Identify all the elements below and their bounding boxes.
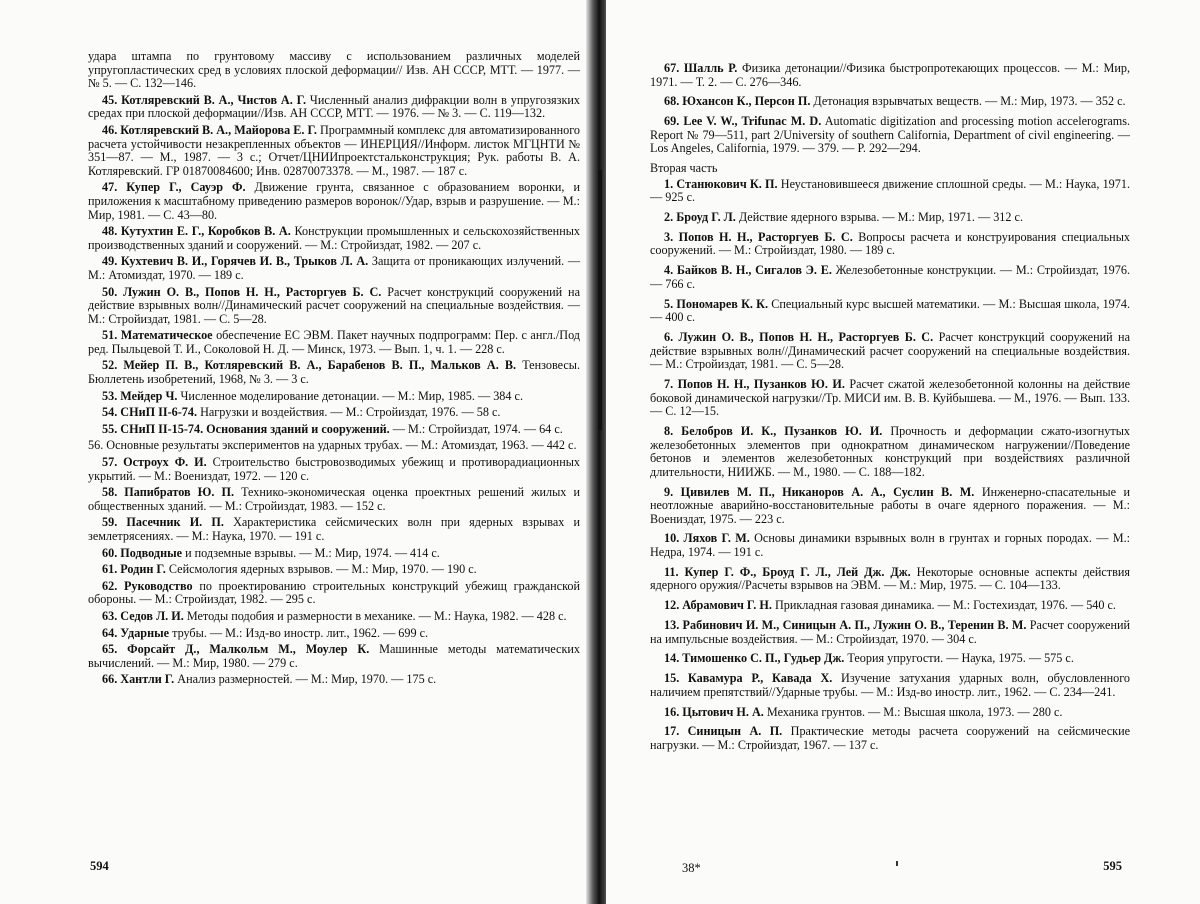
bibliography-entry xyxy=(88,673,580,687)
bibliography-entry xyxy=(88,580,580,607)
entry-text: Прочность и деформации сжато-изогнутых железобетонных элементов при однократном динамическом нагружении//Поведение бетонов и элементов железобетонных конструкций при воздействиях различной длительности, НИИЖБ. — М., 1980. — С. 188—182. xyxy=(650,423,1130,479)
entry-text: Неустановившееся движение сплошной среды. — М.: Наука, 1971. — 925 с. xyxy=(650,176,1131,205)
entry-author: 51. Математическое xyxy=(102,328,213,343)
bibliography-entry xyxy=(650,566,1130,593)
entry-author: 57. Остроух Ф. И. xyxy=(102,455,207,470)
bibliography-entry xyxy=(650,378,1130,419)
entry-text: Вопросы расчета и конструирования специальных сооружений. — М.: Стройиздат, 1980. — 189 с. xyxy=(650,229,1130,258)
bibliography-entry xyxy=(88,643,580,670)
entry-text: Тензовесы. Бюллетень изобретений, 1968, № 3. — 3 с. xyxy=(88,358,580,387)
entry-text: Железобетонные конструкции. — М.: Стройиздат, 1976. — 766 с. xyxy=(650,263,1130,291)
entry-text: Движение грунта, связанное с образованием воронки, и приложения к масштабному приведению размеров воронок//Удар, взрыв и разрушение. — М.: Мир, 1981. — С. 43—80. xyxy=(88,180,581,222)
entry-author: 7. Попов Н. Н., Пузанков Ю. И. xyxy=(664,376,845,391)
entry-author: 59. Пасечник И. П. xyxy=(102,515,224,530)
entry-author: 69. Lee V. W., Trifunac M. D. xyxy=(664,114,822,129)
bibliography-entry xyxy=(88,486,580,513)
entry-author: 65. Форсайт Д., Малкольм М., Моулер К. xyxy=(102,642,370,657)
entry-text: Методы подобия и размерности в механике. — М.: Наука, 1982. — 428 с. xyxy=(186,608,567,623)
bibliography-entry xyxy=(88,406,580,420)
left-page xyxy=(0,0,592,904)
entry-author: 54. СНиП II-6-74. xyxy=(102,405,198,420)
bibliography-entry xyxy=(650,599,1130,613)
entry-text: Расчет конструкций сооружений на действие взрывных волн//Динамический расчет сооружений на специальные воздействия. — М.: Стройиздат, 1981. — С. 5—28. xyxy=(650,330,1130,372)
entry-author: 3. Попов Н. Н., Расторгуев Б. С. xyxy=(664,229,853,244)
entry-text: Automatic digitization and processing motion accelerograms. Report № 79—511, part 2/University of southern California, Department of civil engineering. — Los Angeles, California, 1979. — 379. — P. 292—294. xyxy=(650,114,1130,156)
entry-text: Характеристика сейсмических волн при ядерных взрывах и землетрясениях. — М.: Наука, 1970. — 191 с. xyxy=(88,515,581,543)
right-page-number: 595 xyxy=(1103,859,1122,873)
bibliography-entry xyxy=(88,423,580,437)
entry-author: 55. СНиП II-15-74. Основания зданий и сооружений. xyxy=(102,421,390,436)
signature-mark: 38* xyxy=(682,861,701,875)
entry-text: Теория упругости. — Наука, 1975. — 575 с. xyxy=(847,651,1074,666)
entry-author: 11. Купер Г. Ф., Броуд Г. Л., Лей Дж. Дж. xyxy=(664,564,911,579)
entry-author: 63. Седов Л. И. xyxy=(102,608,184,623)
right-bibliography-list-second xyxy=(650,178,1130,753)
bibliography-entry xyxy=(88,329,580,356)
bibliography-entry xyxy=(88,50,580,91)
print-speck xyxy=(896,861,898,866)
entry-author: 53. Мейдер Ч. xyxy=(102,388,178,403)
entry-author: 17. Синицын А. П. xyxy=(664,724,783,739)
entry-author: 45. Котляревский В. А., Чистов А. Г. xyxy=(102,92,307,107)
entry-author: 61. Родин Г. xyxy=(102,562,166,577)
entry-author: 48. Кутухтин Е. Г., Коробков В. А. xyxy=(102,224,291,239)
entry-text: Физика детонации//Физика быстропротекающих процессов. — М.: Мир, 1971. — Т. 2. — С. 276—346. xyxy=(650,61,1131,89)
entry-text: Численный анализ дифракции волн в упругозязких средах при плоской деформации//Изв. АН СССР, МТТ. — 1976. — № 3. — С. 119—132. xyxy=(88,92,581,121)
entry-author: 15. Кавамура Р., Кавада Х. xyxy=(664,671,833,686)
bibliography-entry xyxy=(650,331,1130,372)
entry-author: 52. Мейер П. В., Котляревский В. А., Барабенов В. П., Мальков А. В. xyxy=(102,358,517,373)
bibliography-entry xyxy=(650,95,1130,109)
entry-text: Сейсмология ядерных взрывов. — М.: Мир, 1970. — 190 с. xyxy=(168,562,477,577)
entry-author: 1. Станюкович К. П. xyxy=(664,176,778,191)
entry-text: Механика грунтов. — М.: Высшая школа, 1973. — 280 с. xyxy=(766,704,1063,719)
entry-text: — М.: Стройиздат, 1974. — 64 с. xyxy=(392,421,563,436)
entry-text: Некоторые основные аспекты действия ядерного оружия//Расчеты взрывов на ЭВМ. — М.: Мир, 1975. — С. 104—133. xyxy=(650,564,1131,593)
section-heading: Вторая часть xyxy=(650,161,718,176)
entry-text: и подземные взрывы. — М.: Мир, 1974. — 414 с. xyxy=(185,545,440,560)
entry-author: 49. Кухтевич В. И., Горячев И. В., Трыков Л. А. xyxy=(102,254,369,269)
entry-text: Детонация взрывчатых веществ. — М.: Мир, 1973. — 352 с. xyxy=(813,94,1126,109)
entry-author: 8. Белобров И. К., Пузанков Ю. И. xyxy=(664,423,883,438)
entry-author: 13. Рабинович И. М., Синицын А. П., Лужин О. В., Теренин В. М. xyxy=(664,618,1027,632)
right-bibliography-list-first xyxy=(650,62,1130,156)
bibliography-entry xyxy=(88,439,580,453)
entry-text: Расчет сжатой железобетонной колонны на действие боковой динамической нагрузки//Тр. МИСИ им. В. В. Куйбышева. — М., 1976. — Вып. 133. — С. 12—15. xyxy=(650,376,1131,419)
entry-author: 4. Байков В. Н., Сигалов Э. Е. xyxy=(664,263,832,278)
entry-text: Анализ размерностей. — М.: Мир, 1970. — 175 с. xyxy=(177,672,437,687)
bibliography-entry xyxy=(88,563,580,577)
bibliography-entry xyxy=(650,486,1130,527)
entry-author: 10. Ляхов Г. М. xyxy=(664,531,750,546)
entry-text: Инженерно-спасательные и неотложные аварийно-восстановительные работы в очаге ядерного поражения. — М.: Воениздат, 1975. — 223 с. xyxy=(650,484,1131,526)
bibliography-entry xyxy=(650,672,1130,699)
bibliography-entry xyxy=(650,298,1130,325)
bibliography-entry xyxy=(88,627,580,641)
entry-text: трубы. — М.: Изд-во иностр. лит., 1962. — 699 с. xyxy=(172,625,429,640)
entry-text: Специальный курс высшей математики. — М.: Высшая школа, 1974. — 400 с. xyxy=(650,296,1131,325)
entry-author: 5. Пономарев К. К. xyxy=(664,296,769,311)
right-page xyxy=(606,0,1200,904)
bibliography-entry xyxy=(650,532,1130,559)
entry-author: 6. Лужин О. В., Попов Н. Н., Расторгуев Б. С. xyxy=(664,330,934,344)
entry-text: Нагрузки и воздействия. — М.: Стройиздат, 1976. — 58 с. xyxy=(200,405,501,420)
entry-author: 2. Броуд Г. Л. xyxy=(664,210,736,225)
entry-author: 12. Абрамович Г. Н. xyxy=(664,598,772,613)
entry-author: 47. Купер Г., Сауэр Ф. xyxy=(102,180,246,195)
entry-author: 64. Ударные xyxy=(102,625,170,640)
entry-text: удара штампа по грунтовому массиву с использованием различных моделей упругопластических сред в условиях плоской деформации// Изв. АН СССР, МТТ. — 1977. — № 5. — С. 132—146. xyxy=(88,49,580,91)
bibliography-entry xyxy=(650,115,1130,156)
entry-author: 68. Юхансон К., Персон П. xyxy=(664,94,811,109)
bibliography-entry xyxy=(88,390,580,404)
entry-text: Строительство быстровозводимых убежищ и противорадиационных укрытий. — М.: Воениздат, 1972. — 120 с. xyxy=(88,455,580,483)
bibliography-entry xyxy=(88,124,580,178)
entry-text: Программный комплекс для автоматизированного расчета устойчивости незакрепленных объектов — ИНЕРЦИЯ//Информ. листок МГЦНТИ № 351—87. — М., 1987. — 3 с.; Отчет/ЦНИИпроектстальконструкция; Рук. работы В. А. Котляревский. ГР 01870084600; Инв. 02870073378. — М., 1987. — 187 с. xyxy=(88,122,580,178)
bibliography-entry xyxy=(650,725,1130,752)
bibliography-entry xyxy=(88,286,580,327)
entry-text: Расчет конструкций сооружений на действие взрывных волн//Динамический расчет сооружений на специальные воздействия. — М.: Стройиздат, 1981. — С. 5—28. xyxy=(88,284,580,326)
bibliography-entry xyxy=(650,211,1130,225)
bibliography-entry xyxy=(650,619,1130,646)
bibliography-entry xyxy=(650,264,1130,291)
entry-text: Расчет сооружений на импульсные воздействия. — М.: Стройиздат, 1970. — 304 с. xyxy=(650,618,1131,646)
left-page-number: 594 xyxy=(90,859,109,873)
entry-author: 58. Папибратов Ю. П. xyxy=(102,485,235,500)
entry-text: по проектированию строительных конструкций убежищ гражданской обороны. — М.: Стройиздат, 1982. — 295 с. xyxy=(88,578,581,607)
bibliography-entry xyxy=(650,231,1130,258)
bibliography-entry xyxy=(88,516,580,543)
bibliography-entry xyxy=(88,225,580,252)
entry-author: 46. Котляревский В. А., Майорова Е. Г. xyxy=(102,122,317,137)
bibliography-entry xyxy=(88,94,580,121)
bibliography-entry xyxy=(88,359,580,386)
entry-text: Практические методы расчета сооружений на сейсмические нагрузки. — М.: Стройиздат, 1967. — 137 с. xyxy=(650,724,1131,752)
bibliography-entry xyxy=(650,652,1130,666)
bibliography-entry xyxy=(650,178,1130,205)
entry-text: Действие ядерного взрыва. — М.: Мир, 1971. — 312 с. xyxy=(738,210,1024,225)
entry-author: 67. Шалль Р. xyxy=(664,61,738,75)
bibliography-entry xyxy=(88,255,580,282)
entry-text: Численное моделирование детонации. — М.: Мир, 1985. — 384 с. xyxy=(180,388,523,403)
bibliography-entry xyxy=(88,547,580,561)
entry-text: Технико-экономическая оценка проектных решений жилых и общественных зданий. — М.: Стройиздат, 1983. — 152 с. xyxy=(88,485,580,513)
bibliography-entry xyxy=(650,706,1130,720)
entry-author: 66. Хантли Г. xyxy=(102,672,175,687)
entry-author: 16. Цытович Н. А. xyxy=(664,704,764,719)
bibliography-entry xyxy=(88,456,580,483)
bibliography-entry xyxy=(650,425,1130,479)
bibliography-entry xyxy=(88,610,580,624)
entry-text: Прикладная газовая динамика. — М.: Гостехиздат, 1976. — 540 с. xyxy=(774,598,1116,613)
bibliography-entry xyxy=(88,181,580,222)
entry-text: Основы динамики взрывных волн в грунтах и горных породах. — М.: Недра, 1974. — 191 с. xyxy=(650,531,1131,560)
entry-text: обеспечение ЕС ЭВМ. Пакет научных подпрограмм: Пер. с англ./Под ред. Пыльцевой Т. И., Соколовой Н. Д. — Минск, 1973. — Вып. 1, ч. 1. — 228 с. xyxy=(88,328,581,356)
entry-author: 50. Лужин О. В., Попов Н. Н., Расторгуев Б. С. xyxy=(102,284,382,299)
entry-text: 56. Основные результаты экспериментов на ударных трубах. — М.: Атомиздат, 1963. — 442 с. xyxy=(88,438,577,453)
entry-author: 62. Руководство xyxy=(102,578,193,593)
entry-author: 14. Тимошенко С. П., Гудьер Дж. xyxy=(664,651,845,666)
spine-shadow xyxy=(598,170,602,430)
entry-text: Защита от проникающих излучений. — М.: Атомиздат, 1970. — 189 с. xyxy=(88,254,581,282)
entry-text: Изучение затухания ударных волн, обусловленного наличием препятствий//Ударные трубы. — М.: Изд-во иностр. лит., 1962. — С. 234—241. xyxy=(650,671,1131,699)
entry-author: 9. Цивилев М. П., Никаноров А. А., Суслин В. М. xyxy=(664,484,975,499)
entry-author: 60. Подводные xyxy=(102,545,183,560)
entry-text: Машинные методы математических вычислений. — М.: Мир, 1980. — 279 с. xyxy=(88,642,580,670)
left-bibliography-list xyxy=(88,50,580,687)
bibliography-entry xyxy=(650,62,1130,89)
entry-text: Конструкции промышленных и сельскохозяйственных производственных зданий и сооружений. — М.: Стройиздат, 1982. — 207 с. xyxy=(88,224,581,252)
